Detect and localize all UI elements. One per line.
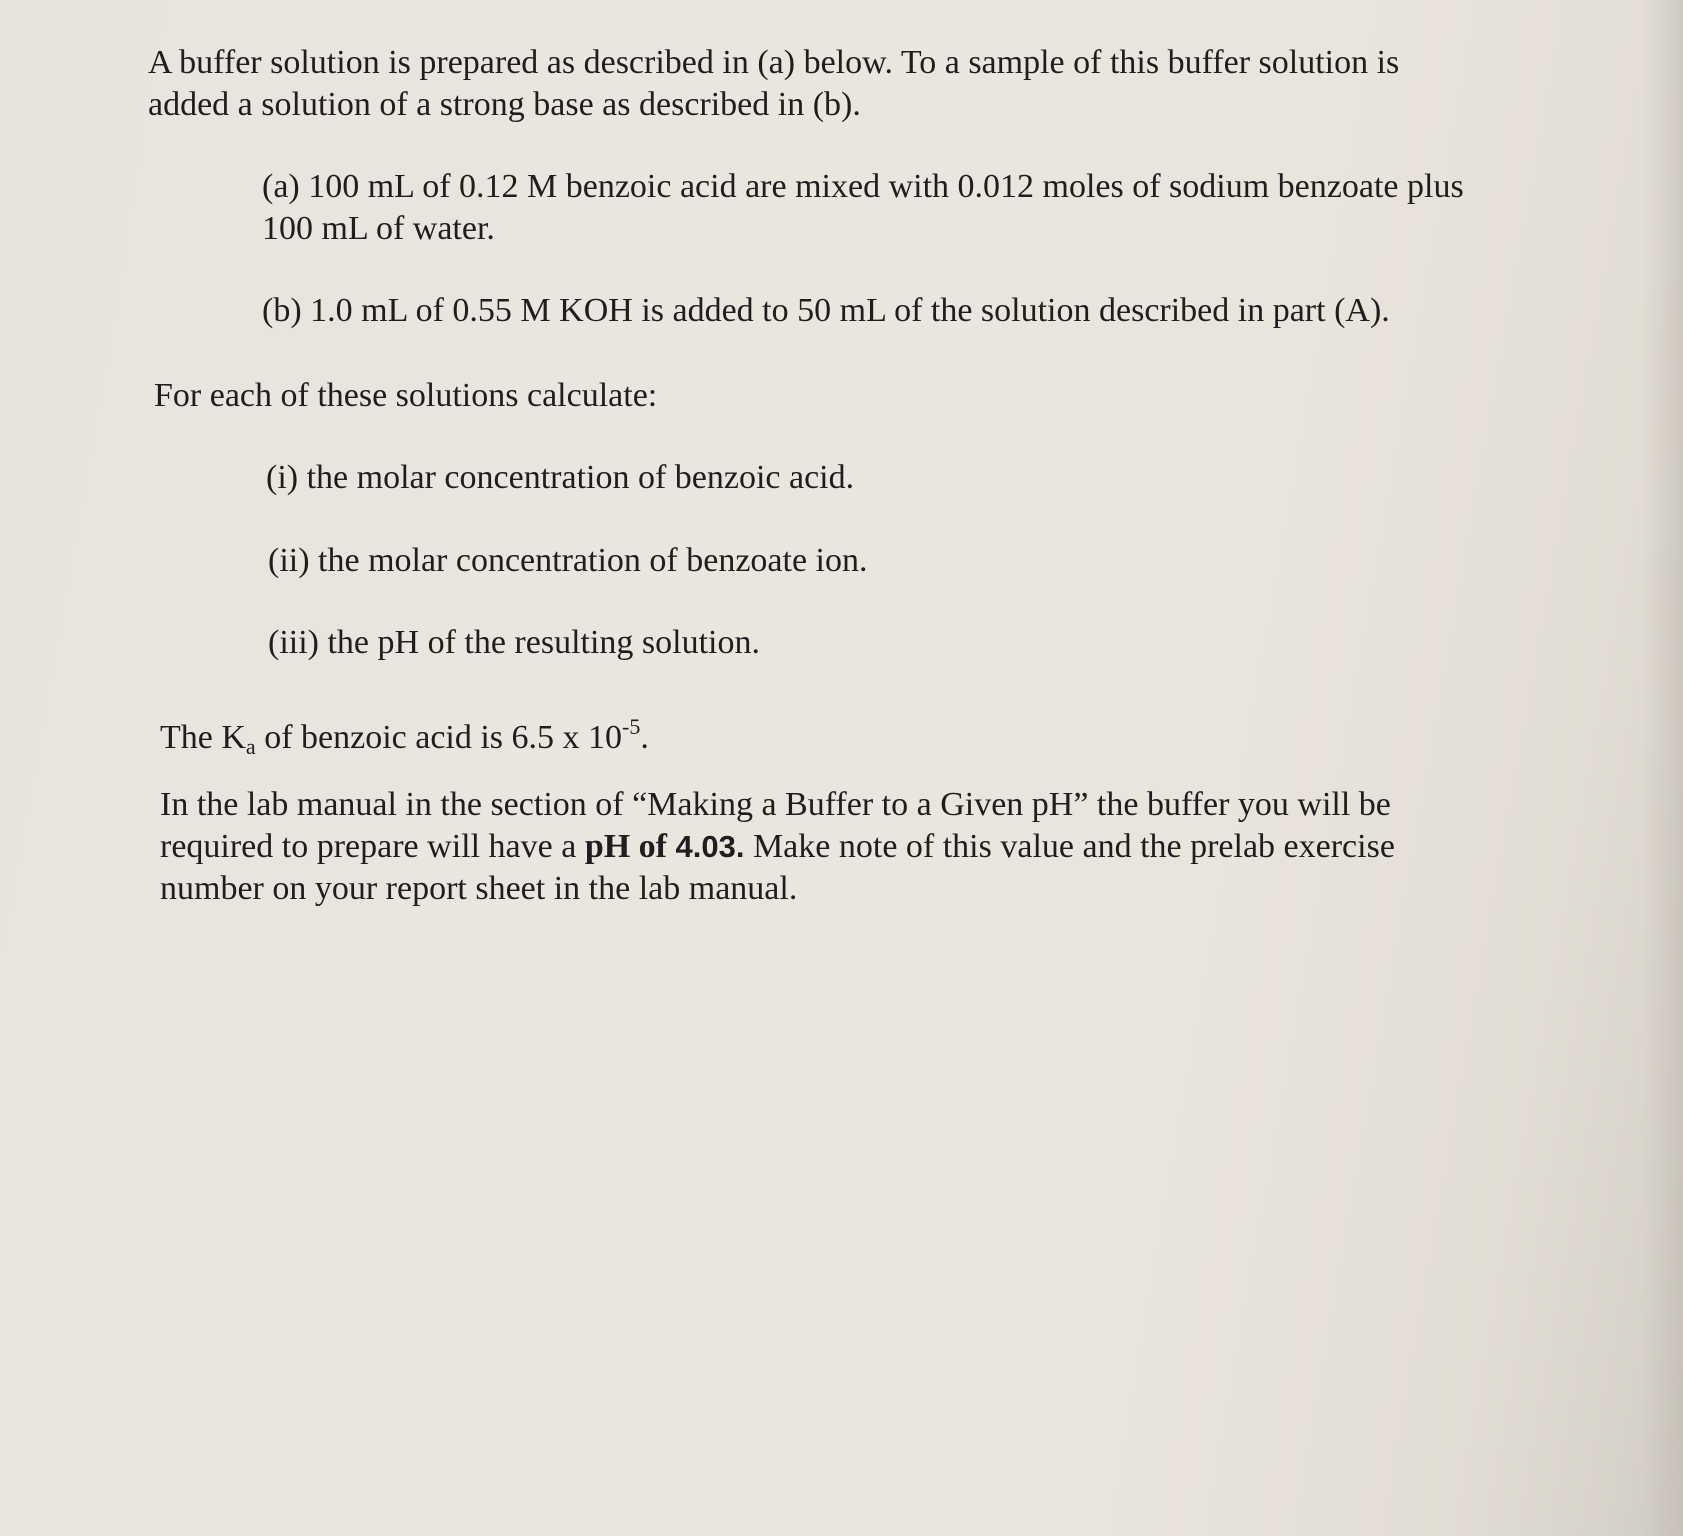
ka-statement: [160, 706, 649, 768]
ka-prefix: The K: [160, 719, 246, 756]
part-a-paragraph: [262, 166, 1464, 250]
note-bold-ph-value: 4.03.: [675, 829, 745, 864]
intro-paragraph: [148, 42, 1399, 126]
intro-line-2: added a solution of a strong base as described in (b).: [148, 86, 861, 123]
note-bold-ph-label: pH of: [584, 828, 676, 865]
ka-exponent: -5: [622, 714, 641, 739]
item-i: (i) the molar concentration of benzoic acid.: [266, 459, 855, 496]
ka-middle: of benzoic acid is 6.5 x 10: [255, 719, 623, 756]
intro-line-1: A buffer solution is prepared as described in (a) below. To a sample of this buffer solution is: [148, 44, 1400, 81]
page-shadow-edge: [1643, 0, 1683, 1536]
calculate-instruction: For each of these solutions calculate:: [154, 377, 658, 414]
note-line-2-post: Make note of this value and the prelab exercise: [744, 828, 1395, 865]
item-iii: (iii) the pH of the resulting solution.: [268, 624, 760, 661]
part-a-line-1: (a) 100 mL of 0.12 M benzoic acid are mixed with 0.012 moles of sodium benzoate plus: [262, 168, 1464, 205]
item-ii: (ii) the molar concentration of benzoate ion.: [268, 542, 868, 579]
ka-subscript: a: [245, 734, 256, 759]
note-line-3: number on your report sheet in the lab manual.: [160, 870, 798, 907]
note-line-2-pre: required to prepare will have a: [160, 828, 585, 865]
ka-suffix: .: [640, 719, 649, 756]
lab-manual-note: [160, 784, 1395, 910]
note-line-2: [160, 826, 1395, 868]
part-b-paragraph: (b) 1.0 mL of 0.55 M KOH is added to 50 mL of the solution described in part (A).: [262, 292, 1390, 329]
note-line-1: In the lab manual in the section of “Making a Buffer to a Given pH” the buffer you will be: [160, 786, 1391, 823]
part-a-line-2: 100 mL of water.: [262, 210, 495, 247]
